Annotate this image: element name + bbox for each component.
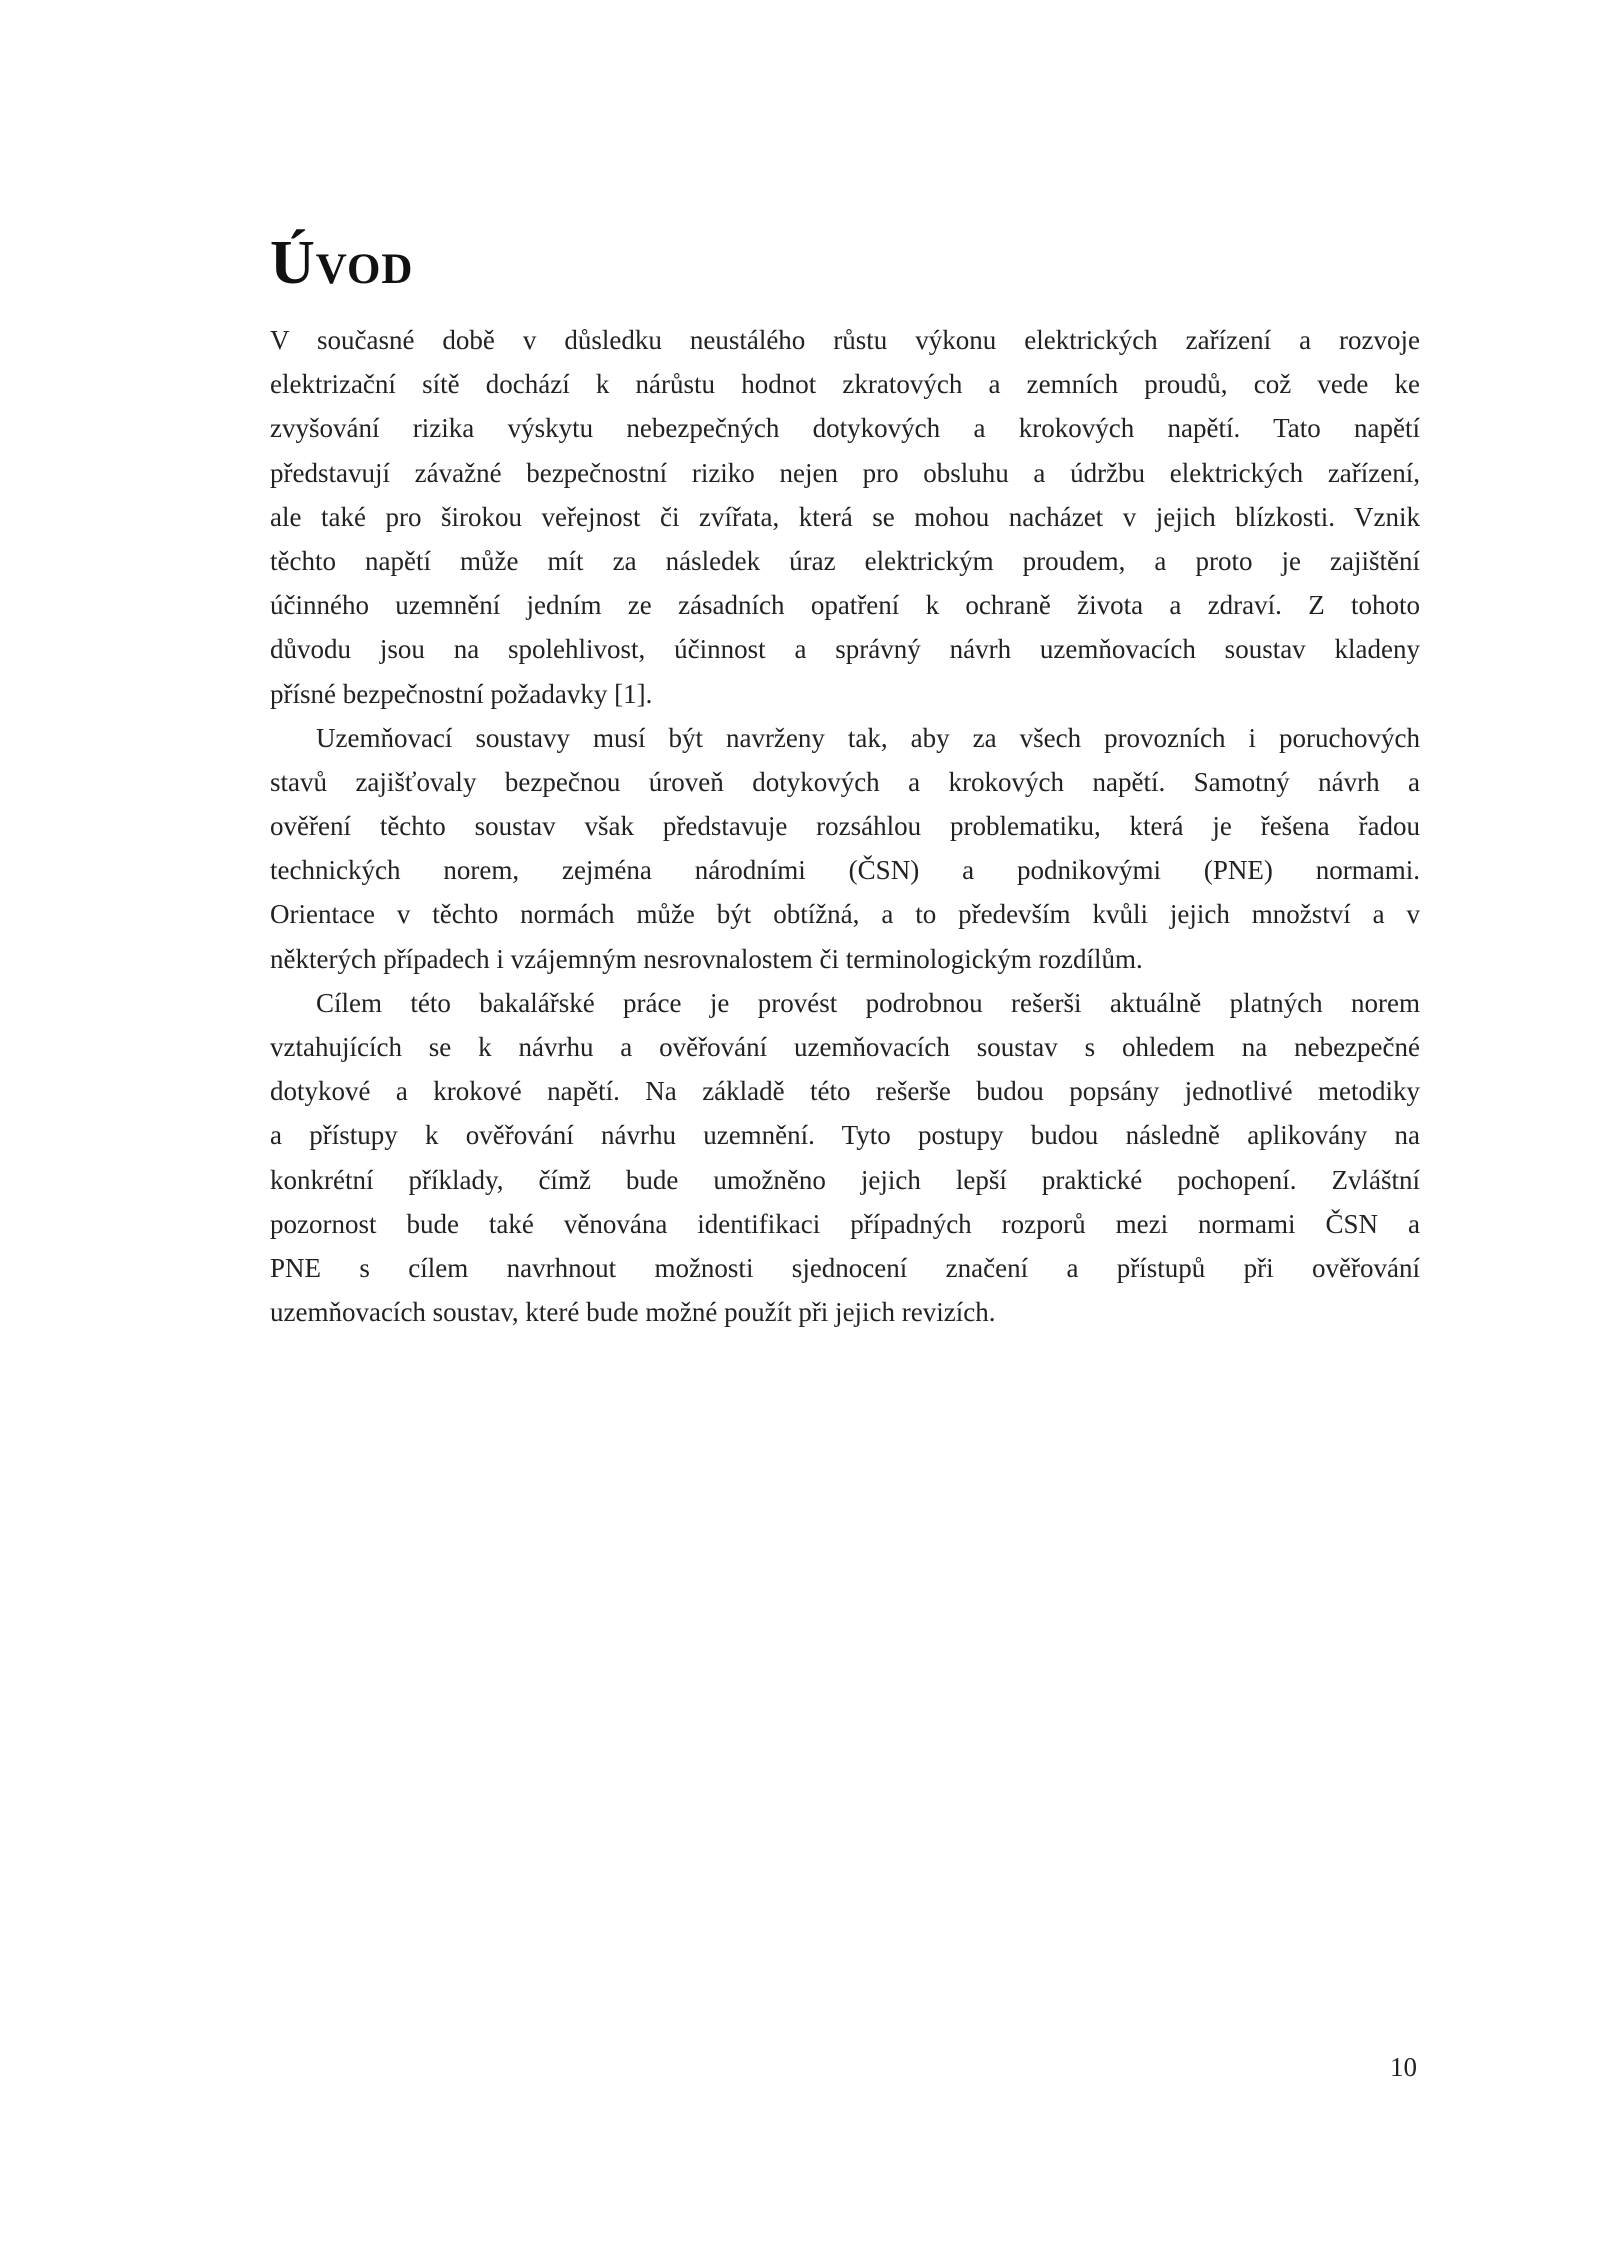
text-line: účinného uzemnění jedním ze zásadních opatření k ochraně života a zdraví. Z tohoto <box>270 590 1420 621</box>
paragraph <box>270 318 1420 716</box>
text-line: Orientace v těchto normách může být obtížná, a to především kvůli jejich množství a v <box>270 899 1420 930</box>
paragraph <box>270 716 1420 981</box>
text-line: některých případech i vzájemným nesrovnalostem či terminologickým rozdílům. <box>270 943 1143 974</box>
text-line: zvyšování rizika výskytu nebezpečných dotykových a krokových napětí. Tato napětí <box>270 413 1420 444</box>
text-line: Cílem této bakalářské práce je provést podrobnou rešerši aktuálně platných norem <box>316 987 1420 1018</box>
text-line: stavů zajišťovaly bezpečnou úroveň dotykových a krokových napětí. Samotný návrh a <box>270 766 1420 797</box>
text-line: těchto napětí může mít za následek úraz elektrickým proudem, a proto je zajištění <box>270 545 1420 576</box>
text-line: PNE s cílem navrhnout možnosti sjednocení značení a přístupů při ověřování <box>270 1252 1420 1283</box>
text-line: pozornost bude také věnována identifikaci případných rozporů mezi normami ČSN a <box>270 1208 1420 1239</box>
text-line: ověření těchto soustav však představuje rozsáhlou problematiku, která je řešena řadou <box>270 811 1420 842</box>
chapter-heading: Úvod <box>270 229 414 297</box>
paragraph <box>270 981 1420 1335</box>
text-line: uzemňovacích soustav, které bude možné použít při jejich revizích. <box>270 1297 996 1328</box>
text-line: technických norem, zejména národními (ČSN) a podnikovými (PNE) normami. <box>270 855 1420 886</box>
text-line: ale také pro širokou veřejnost či zvířata, která se mohou nacházet v jejich blízkosti. Vznik <box>270 501 1420 532</box>
text-line: V současné době v důsledku neustálého růstu výkonu elektrických zařízení a rozvoje <box>270 325 1420 355</box>
text-line: elektrizační sítě dochází k nárůstu hodnot zkratových a zemních proudů, což vede ke <box>270 369 1420 400</box>
text-line: dotykové a krokové napětí. Na základě této rešerše budou popsány jednotlivé metodiky <box>270 1076 1420 1107</box>
text-line: vztahujících se k návrhu a ověřování uzemňovacích soustav s ohledem na nebezpečné <box>270 1032 1420 1062</box>
text-line: Uzemňovací soustavy musí být navrženy tak, aby za všech provozních i poruchových <box>316 722 1420 753</box>
body-text <box>270 318 1420 1334</box>
page-number: 10 <box>1390 2052 1417 2082</box>
text-line: přísné bezpečnostní požadavky [1]. <box>270 678 653 709</box>
text-line: konkrétní příklady, čímž bude umožněno jejich lepší praktické pochopení. Zvláštní <box>270 1164 1420 1195</box>
text-line: představují závažné bezpečnostní riziko nejen pro obsluhu a údržbu elektrických zařízení, <box>270 457 1420 488</box>
text-line: důvodu jsou na spolehlivost, účinnost a správný návrh uzemňovacích soustav kladeny <box>270 634 1420 665</box>
text-line: a přístupy k ověřování návrhu uzemnění. Tyto postupy budou následně aplikovány na <box>270 1120 1420 1151</box>
